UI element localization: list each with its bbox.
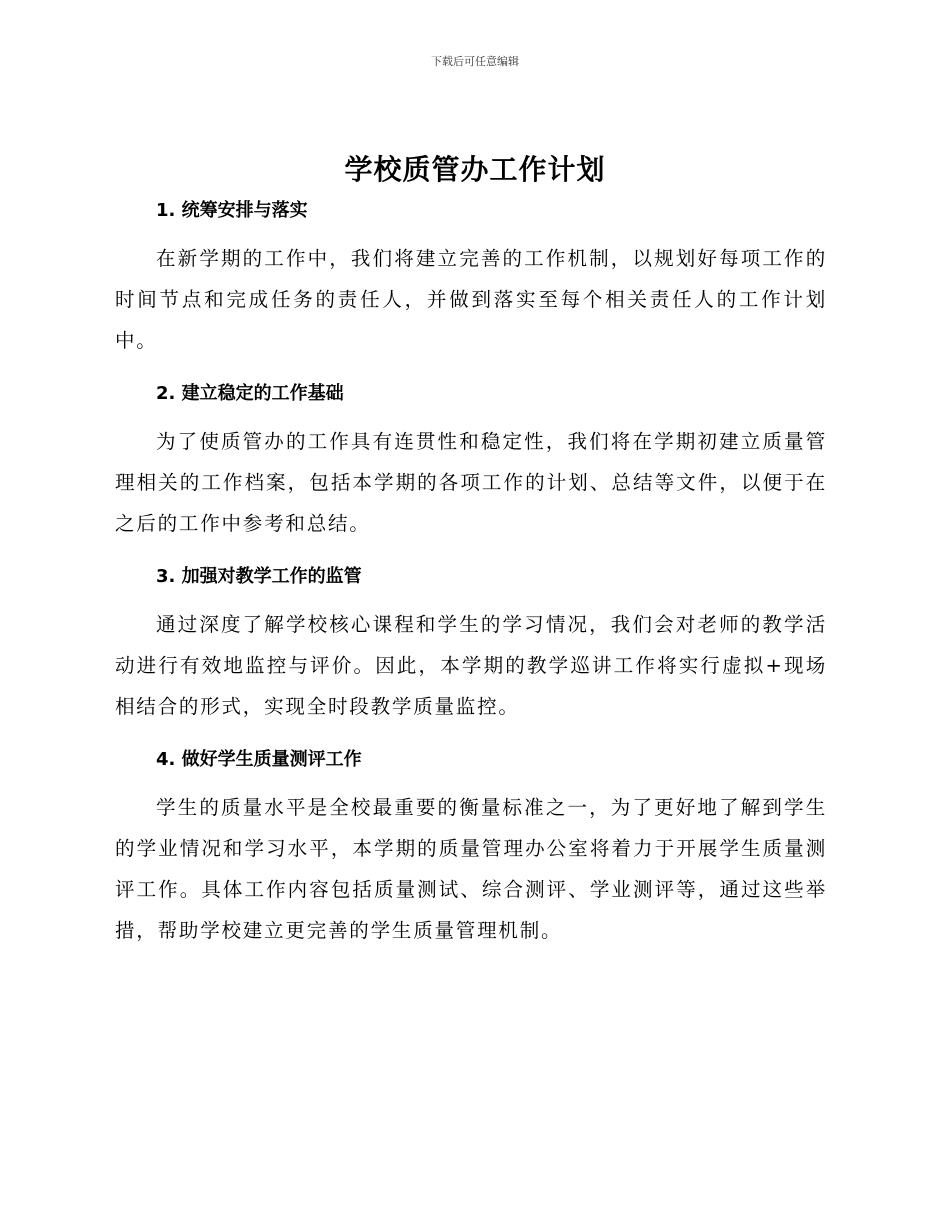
section-2 [115,379,827,544]
section-paragraph: 通过深度了解学校核心课程和学生的学习情况，我们会对老师的教学活动进行有效地监控与评价。因此，本学期的教学巡讲工作将实行虚拟+现场相结合的形式，实现全时段教学质量监控。 [115,613,827,718]
section-1 [115,196,827,361]
section-paragraph: 为了使质管办的工作具有连贯性和稳定性，我们将在学期初建立质量管理相关的工作档案，包括本学期的各项工作的计划、总结等文件，以便于在之后的工作中参考和总结。 [115,430,827,535]
document-content [115,196,827,969]
section-heading: 1. 统筹安排与落实 [156,200,308,221]
section-heading: 4. 做好学生质量测评工作 [156,749,362,770]
section-heading: 2. 建立稳定的工作基础 [156,383,344,404]
section-heading: 3. 加强对教学工作的监管 [156,566,362,587]
section-paragraph: 学生的质量水平是全校最重要的衡量标准之一，为了更好地了解到学生的学业情况和学习水平，本学期的质量管理办公室将着力于开展学生质量测评工作。具体工作内容包括质量测试、综合测评、学业测评等，通过这些举措，帮助学校建立更完善的学生质量管理机制。 [115,796,827,942]
document-title: 学校质管办工作计划 [344,153,606,186]
section-4 [115,745,827,951]
section-paragraph: 在新学期的工作中，我们将建立完善的工作机制，以规划好每项工作的时间节点和完成任务的责任人，并做到落实至每个相关责任人的工作计划中。 [115,247,827,352]
section-3 [115,562,827,727]
page-header-note: 下载后可任意编辑 [431,55,519,68]
